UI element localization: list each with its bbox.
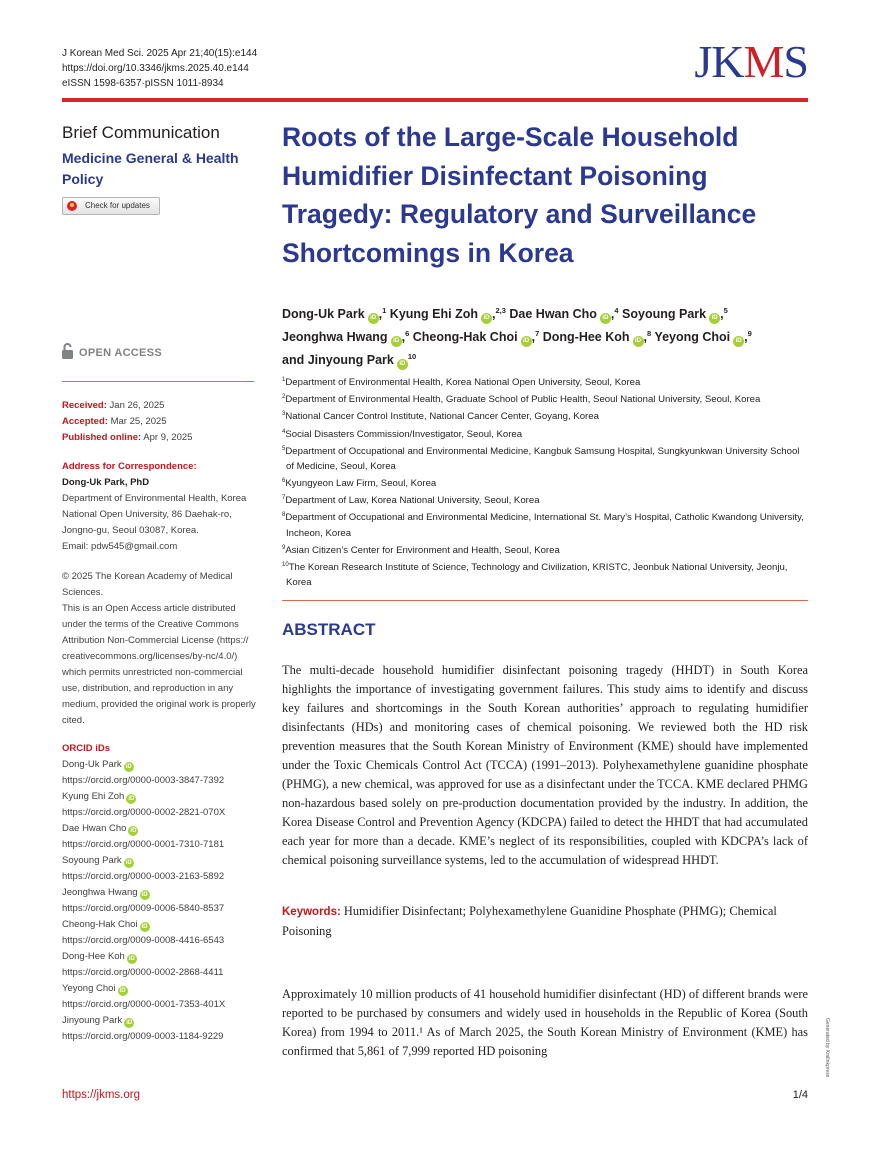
license-line[interactable]: Attribution Non-Commercial License (https:// <box>62 635 249 646</box>
license-line: medium, provided the original work is properly <box>62 699 256 710</box>
license-line: This is an Open Access article distributed <box>62 603 236 614</box>
author-name: Cheong-Hak Choi <box>412 330 518 345</box>
crossmark-icon <box>67 201 77 211</box>
logo-text-jk: JK <box>694 36 744 87</box>
affiliation: $^4$Social Disasters Commission/Investigator, Seoul, Korea <box>282 428 523 440</box>
journal-meta <box>62 46 257 91</box>
license-line[interactable]: creativecommons.org/licenses/by-nc/4.0/) <box>62 651 238 662</box>
orcid-url[interactable]: https://orcid.org/0000-0003-3847-7392 <box>62 775 225 786</box>
orcid-name: Kyung Ehi Zoh iD <box>62 791 135 802</box>
correspondence-line: National Open University, 86 Daehak-ro, <box>62 509 232 520</box>
orcid-icon[interactable]: iD <box>128 956 135 962</box>
page-number: 1/4 <box>792 1089 808 1101</box>
correspondence-line: Department of Environmental Health, Korea <box>62 493 247 504</box>
section-name: Medicine General & Health Policy <box>62 150 239 187</box>
orcid-icon[interactable]: iD <box>633 336 644 347</box>
orcid-icon[interactable]: iD <box>141 892 148 898</box>
orcid-name: Dae Hwan Cho iD <box>62 823 137 834</box>
check-updates-label: Check for updates <box>85 201 150 210</box>
orcid-url[interactable]: https://orcid.org/0000-0001-7310-7181 <box>62 839 225 850</box>
orcid-icon[interactable]: iD <box>391 336 402 347</box>
orcid-icon[interactable]: iD <box>125 860 132 866</box>
orcid-icon[interactable]: iD <box>397 359 408 370</box>
author-affil-sup: 9 <box>747 329 752 339</box>
orcid-name: Yeyong Choi iD <box>62 983 126 994</box>
orcid-url[interactable]: https://orcid.org/0009-0006-5840-8537 <box>62 903 225 914</box>
author-affil-sup: 6 <box>405 329 410 339</box>
author-name: Dong-Uk Park <box>282 307 365 322</box>
accepted-date: Accepted: Mar 25, 2025 <box>62 416 167 427</box>
orcid-icon[interactable]: iD <box>733 336 744 347</box>
article-type: Brief Communication <box>62 123 220 142</box>
affiliation: $^5$Department of Occupational and Environmental Medicine, Kangbuk Samsung Hospital, Sungkyunkwan University School of Medicine, Seoul, Korea <box>282 445 800 472</box>
abstract-heading: ABSTRACT <box>282 620 376 639</box>
orcid-icon[interactable]: iD <box>128 796 135 802</box>
affiliation: $^6$Kyungyeon Law Firm, Seoul, Korea <box>282 477 437 490</box>
license-line: © 2025 The Korean Academy of Medical <box>62 571 233 582</box>
check-for-updates-button[interactable] <box>62 197 160 215</box>
published-date: Published online: Apr 9, 2025 <box>62 432 193 443</box>
orcid-icon[interactable]: iD <box>521 336 532 347</box>
orcid-url[interactable]: https://orcid.org/0000-0002-2868-4411 <box>62 967 224 978</box>
author-name: Yeyong Choi <box>654 330 731 345</box>
orcid-icon[interactable]: iD <box>481 313 492 324</box>
intro-paragraph: Approximately 10 million products of 41 household humidifier disinfectant (HD) of different brands were reported to be purchased by consumers and widely used in households in the Republic of Korea (South Korea) from 1994 to 2011.¹ As of March 2025, the South Korean Ministry of Environment (KME) has confirmed that 5,861 of 7,999 reported HD poisoning <box>282 987 808 1058</box>
jkms-logo <box>694 36 808 88</box>
article-dates <box>62 398 267 446</box>
abstract-text: The multi-decade household humidifier disinfectant poisoning tragedy (HHDT) in South Korea highlights the importance of investigating government failures. This study aims to identify and discuss key failures and shortcomings in the South Korean authorities’ approach to regulating humidifier disinfectants (HDs) and monitoring cases of chemical poisoning. We reviewed both the HD risk prevention measures that the South Korean Ministry of Environment (KME) should have implemented under the Toxic Chemicals Control Act (TCCA) (1991–2013). Polyhexamethylene guanidine phosphate (PHMG), a new chemical, was approved for use as a disinfectant under the TCCA. KME declared PHMG non-hazardous based solely on pre-production documentation provided by the industry. In addition, the Korea Disease Control and Prevention Agency (KDCPA) failed to detect the HHDT that had accumulated each year for more than a decade. KME’s neglect of its responsibilities, coupled with KDCPA’s lack of chemical poisoning surveillance systems, led to the accumulation of widespread HHDT. <box>282 663 808 867</box>
orcid-icon[interactable]: iD <box>130 828 137 834</box>
orcid-icon[interactable]: iD <box>709 313 720 324</box>
license-block <box>62 569 267 729</box>
article-title: Roots of the Large-Scale Household Humidifier Disinfectant Poisoning Tragedy: Regulatory and Surveillance Shortcomings in Korea <box>282 122 757 268</box>
affiliation: $^9$Asian Citizen’s Center for Environment and Health, Seoul, Korea <box>282 544 560 556</box>
orcid-name: Dong-Hee Koh iD <box>62 951 135 962</box>
license-line: under the terms of the Creative Commons <box>62 619 239 630</box>
orcid-url[interactable]: https://orcid.org/0000-0001-7353-401X <box>62 999 226 1010</box>
doi-link[interactable]: https://doi.org/10.3346/jkms.2025.40.e144 <box>62 63 249 74</box>
author-name: Soyoung Park <box>622 307 707 322</box>
author-affil-sup: 10 <box>407 352 417 362</box>
citation: J Korean Med Sci. 2025 Apr 21;40(15):e144 <box>62 48 258 59</box>
and-word: and <box>282 353 305 368</box>
author-name: Dong-Hee Koh <box>542 330 630 345</box>
orcid-icon[interactable]: iD <box>119 988 126 994</box>
keywords <box>282 902 808 941</box>
orcid-name: Dong-Uk Park iD <box>62 759 132 770</box>
open-access-label: OPEN ACCESS <box>79 347 162 359</box>
keywords-label: Keywords: <box>282 906 341 918</box>
affiliation: $^7$Department of Law, Korea National University, Seoul, Korea <box>282 495 540 507</box>
license-line: cited. <box>62 715 85 726</box>
author-name: Dae Hwan Cho <box>509 307 597 322</box>
correspondence-block <box>62 459 267 555</box>
correspondence-line: Jongno-gu, Seoul 03087, Korea. <box>62 525 199 536</box>
orcid-icon[interactable]: iD <box>126 1020 133 1026</box>
affiliation: $^{10}$The Korean Research Institute of Science, Technology and Civilization, KRISTC, Jeonbuk National University, Jeonju, Korea <box>282 561 788 588</box>
author-affil-sup: 7 <box>535 329 540 339</box>
orcid-url[interactable]: https://orcid.org/0000-0002-2821-070X <box>62 807 226 818</box>
orcid-url[interactable]: https://orcid.org/0009-0008-4416-6543 <box>62 935 225 946</box>
orcid-label: ORCID iDs <box>62 743 111 754</box>
orcid-icon[interactable]: iD <box>141 924 148 930</box>
open-access-badge <box>62 343 162 359</box>
abstract-divider <box>282 600 808 601</box>
orcid-name: Jeonghwa Hwang iD <box>62 887 148 898</box>
orcid-name: Cheong-Hak Choi iD <box>62 919 148 930</box>
author-affil-sup: 8 <box>647 329 652 339</box>
orcid-name: Jinyoung Park iD <box>62 1015 133 1026</box>
author-affil-sup: 1 <box>382 306 387 315</box>
orcid-icon[interactable]: iD <box>600 313 611 324</box>
affiliation: $^3$National Cancer Control Institute, National Cancer Center, Goyang, Korea <box>282 411 599 423</box>
affiliation: $^2$Department of Environmental Health, Graduate School of Public Health, Seoul National University, Seoul, Korea <box>282 394 761 406</box>
license-line: use, distribution, and reproduction in any <box>62 683 234 694</box>
correspondence-name: Dong-Uk Park, PhD <box>62 477 150 488</box>
author-list: Dong-Uk Park iD ,$^1$ Kyung Ehi Zoh iD ,$^{2,3}$ Dae Hwan Cho iD ,$^4$ Soyoung Park iD ,$^5$ Jeonghwa Hwang iD ,$^6$ Cheong-Hak Choi iD ,$^7$ Dong-Hee Koh iD ,$^8$ Yeyong Choi iD ,$^9$ and Jinyoung Park $iD^{10}$ <box>282 301 807 370</box>
correspondence-email[interactable]: Email: pdw545@gmail.com <box>62 541 178 552</box>
orcid-url[interactable]: https://orcid.org/0000-0003-2163-5892 <box>62 871 225 882</box>
journal-url-link[interactable]: https://jkms.org <box>62 1089 140 1101</box>
author-affil-sup: 4 <box>614 306 619 315</box>
author-name: Jinyoung Park <box>307 353 394 368</box>
header-rule <box>62 98 808 102</box>
license-line: which permits unrestricted non-commercial <box>62 667 243 678</box>
generated-by-note: Generated by XmlInkpress <box>824 1018 830 1078</box>
left-divider <box>62 381 254 382</box>
license-line: Sciences. <box>62 587 104 598</box>
issn: eISSN 1598-6357·pISSN 1011-8934 <box>62 78 224 89</box>
affiliation: $^8$Department of Occupational and Environmental Medicine, International St. Mary’s Hospital, Catholic Kwandong University, Incheon, Korea <box>282 512 804 539</box>
received-date: Received: Jan 26, 2025 <box>62 400 165 411</box>
orcid-block <box>62 741 267 1045</box>
logo-text-s: S <box>783 36 808 87</box>
affiliation-list <box>282 373 807 590</box>
author-affil-sup: 5 <box>723 306 728 315</box>
affiliation: $^1$Department of Environmental Health, Korea National Open University, Seoul, Korea <box>282 377 641 389</box>
logo-text-m: M <box>743 36 784 87</box>
author-name: Jeonghwa Hwang <box>282 330 388 345</box>
author-affil-sup: 2,3 <box>495 306 506 315</box>
author-name: Kyung Ehi Zoh <box>389 307 478 322</box>
correspondence-label: Address for Correspondence: <box>62 461 197 472</box>
open-lock-icon <box>62 343 73 359</box>
orcid-icon[interactable]: iD <box>125 764 132 770</box>
orcid-url[interactable]: https://orcid.org/0009-0003-1184-9229 <box>62 1031 224 1042</box>
orcid-icon[interactable]: iD <box>368 313 379 324</box>
orcid-name: Soyoung Park iD <box>62 855 132 866</box>
keywords-text: Humidifier Disinfectant; Polyhexamethylene Guanidine Phosphate (PHMG); Chemical Poisoning <box>282 904 777 938</box>
